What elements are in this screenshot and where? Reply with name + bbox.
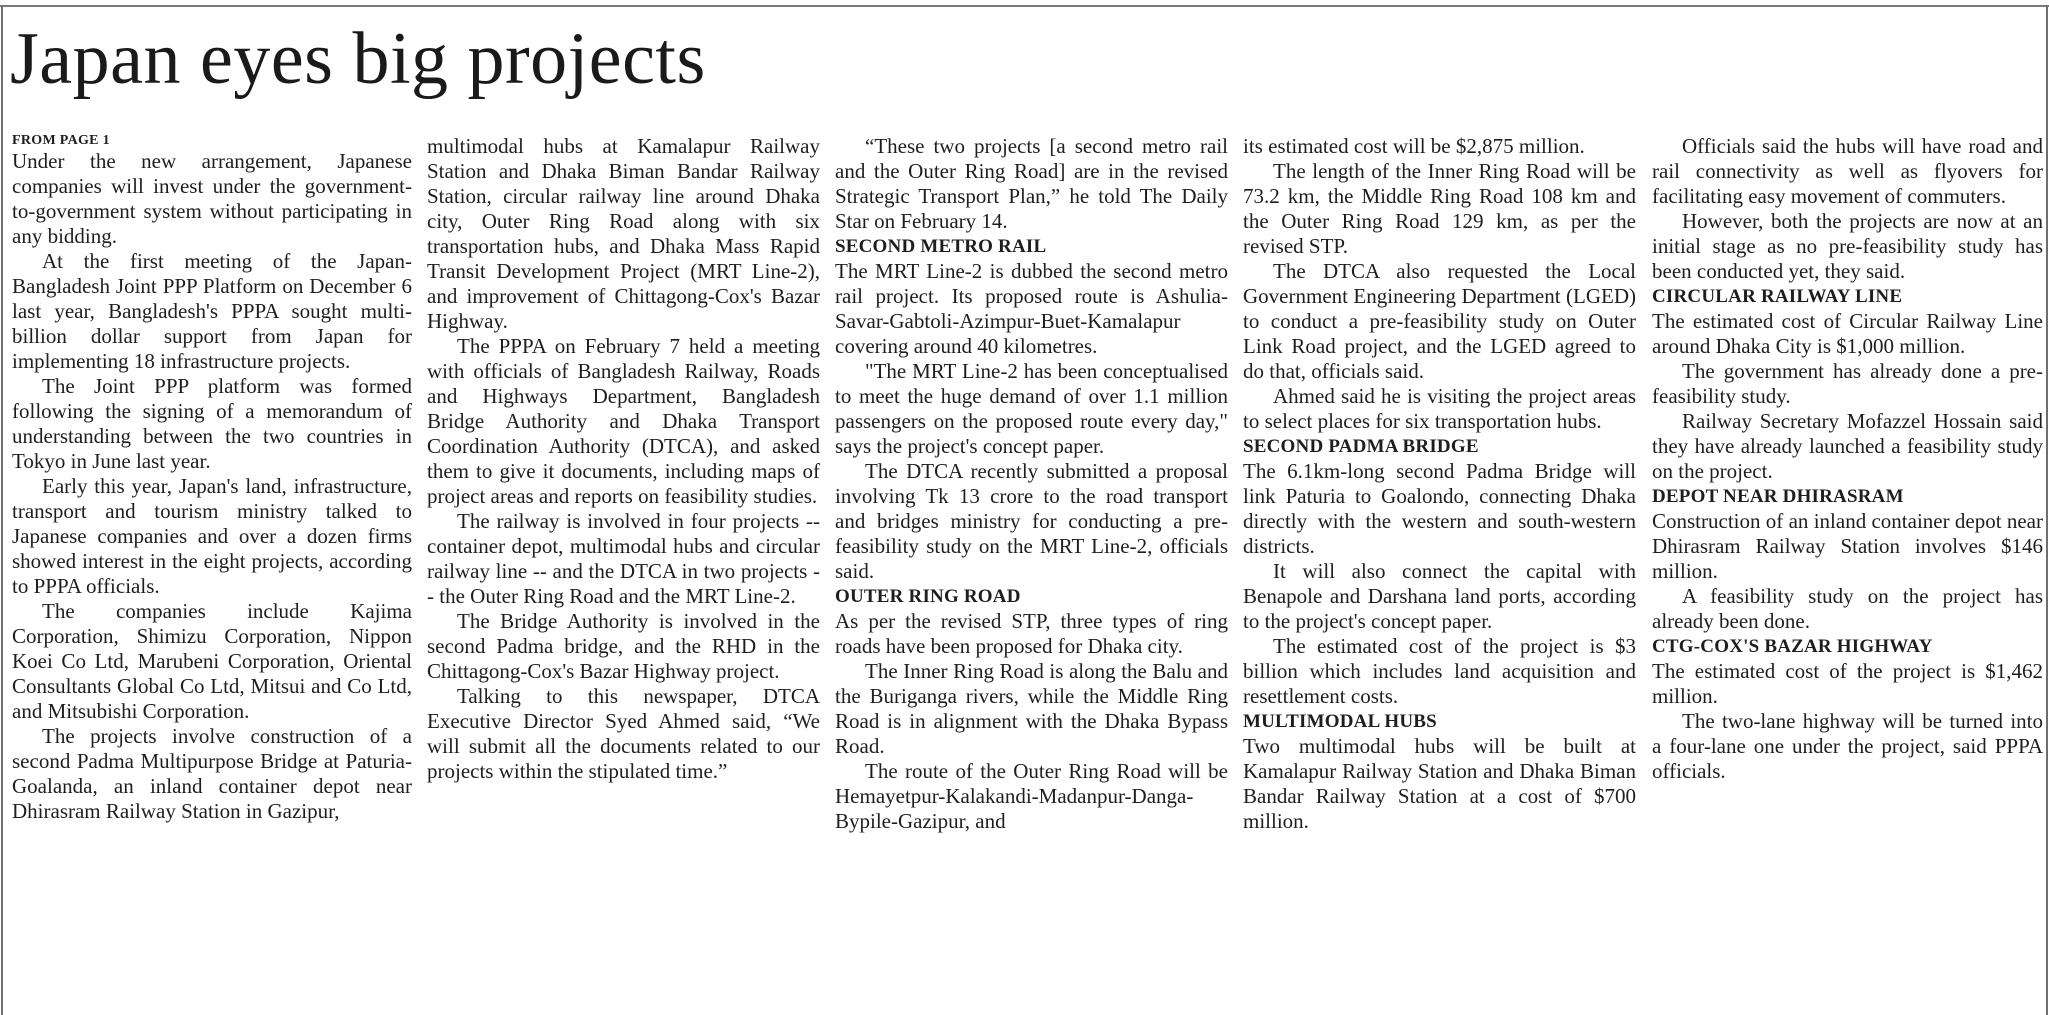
body-paragraph: The Bridge Authority is involved in the second Padma bridge, and the RHD in the Chittagong-Cox's Bazar Highway project. <box>427 609 820 683</box>
article-column-2 <box>427 134 820 1014</box>
section-subhead: MULTIMODAL HUBS <box>1243 711 1437 732</box>
body-paragraph: The estimated cost of the project is $1,462 million. <box>1652 659 2043 708</box>
article-column-1 <box>12 134 412 1014</box>
section-subhead: SECOND METRO RAIL <box>835 236 1047 257</box>
body-paragraph: The companies include Kajima Corporation, Shimizu Corporation, Nippon Koei Co Ltd, Marubeni Corporation, Oriental Consultants Global Co Ltd, Mitsui and Co Ltd, and Mitsubishi Corporation. <box>12 599 412 723</box>
body-paragraph: Early this year, Japan's land, infrastructure, transport and tourism ministry talked to Japanese companies and over a dozen firms showed interest in the eight projects, according to PPPA officials. <box>12 474 412 598</box>
section-subhead: DEPOT NEAR DHIRASRAM <box>1652 486 1904 507</box>
article-column-3 <box>835 134 1228 1014</box>
body-paragraph: Under the new arrangement, Japanese companies will invest under the government-to-government system without participating in any bidding. <box>12 149 412 248</box>
body-paragraph: Officials said the hubs will have road and rail connectivity as well as flyovers for facilitating easy movement of commuters. <box>1652 134 2043 208</box>
top-rule <box>0 5 2049 7</box>
body-paragraph: Ahmed said he is visiting the project areas to select places for six transportation hubs. <box>1243 384 1636 433</box>
body-paragraph: A feasibility study on the project has already been done. <box>1652 584 2043 633</box>
body-paragraph: The Inner Ring Road is along the Balu and the Buriganga rivers, while the Middle Ring Road is in alignment with the Dhaka Bypass Road. <box>835 659 1228 758</box>
body-paragraph: At the first meeting of the Japan-Bangladesh Joint PPP Platform on December 6 last year, Bangladesh's PPPA sought multi-billion dollar support from Japan for implementing 18 infrastructure projects. <box>12 249 412 373</box>
body-paragraph: The MRT Line-2 is dubbed the second metro rail project. Its proposed route is Ashulia-Savar-Gabtoli-Azimpur-Buet-Kamalapur covering around 40 kilometres. <box>835 259 1228 358</box>
body-paragraph: The route of the Outer Ring Road will be Hemayetpur-Kalakandi-Madanpur-Danga-Bypile-Gazipur, and <box>835 759 1228 833</box>
body-paragraph: “These two projects [a second metro rail and the Outer Ring Road] are in the revised Strategic Transport Plan,” he told The Daily Star on February 14. <box>835 134 1228 233</box>
body-paragraph: The estimated cost of Circular Railway Line around Dhaka City is $1,000 million. <box>1652 309 2043 358</box>
body-paragraph: It will also connect the capital with Benapole and Darshana land ports, according to the project's concept paper. <box>1243 559 1636 633</box>
body-paragraph: Talking to this newspaper, DTCA Executive Director Syed Ahmed said, “We will submit all the documents related to our projects within the stipulated time.” <box>427 684 820 783</box>
body-paragraph: "The MRT Line-2 has been conceptualised to meet the huge demand of over 1.1 million passengers on the proposed route every day," says the project's concept paper. <box>835 359 1228 458</box>
body-paragraph: The two-lane highway will be turned into a four-lane one under the project, said PPPA officials. <box>1652 709 2043 783</box>
body-paragraph: multimodal hubs at Kamalapur Railway Station and Dhaka Biman Bandar Railway Station, circular railway line around Dhaka city, Outer Ring Road along with six transportation hubs, and Dhaka Mass Rapid Transit Development Project (MRT Line-2), and improvement of Chittagong-Cox's Bazar Highway. <box>427 134 820 333</box>
section-subhead: SECOND PADMA BRIDGE <box>1243 436 1479 457</box>
section-subhead: OUTER RING ROAD <box>835 586 1021 607</box>
jump-label: FROM PAGE 1 <box>12 134 110 148</box>
body-paragraph: However, both the projects are now at an initial stage as no pre-feasibility study has been conducted yet, they said. <box>1652 209 2043 283</box>
body-paragraph: The estimated cost of the project is $3 billion which includes land acquisition and resettlement costs. <box>1243 634 1636 708</box>
section-subhead: CIRCULAR RAILWAY LINE <box>1652 286 1903 307</box>
right-rule <box>2046 5 2048 1015</box>
body-paragraph: The DTCA recently submitted a proposal involving Tk 13 crore to the road transport and bridges ministry for conducting a pre-feasibility study on the MRT Line-2, officials said. <box>835 459 1228 583</box>
article-headline: Japan eyes big projects <box>10 18 706 100</box>
body-paragraph: The 6.1km-long second Padma Bridge will link Paturia to Goalondo, connecting Dhaka directly with the western and south-western districts. <box>1243 459 1636 558</box>
body-paragraph: The DTCA also requested the Local Government Engineering Department (LGED) to conduct a pre-feasibility study on Outer Link Road project, and the LGED agreed to do that, officials said. <box>1243 259 1636 383</box>
body-paragraph: The length of the Inner Ring Road will be 73.2 km, the Middle Ring Road 108 km and the Outer Ring Road 129 km, as per the revised STP. <box>1243 159 1636 258</box>
body-paragraph: its estimated cost will be $2,875 million. <box>1243 134 1585 158</box>
body-paragraph: Railway Secretary Mofazzel Hossain said they have already launched a feasibility study on the project. <box>1652 409 2043 483</box>
left-rule <box>1 5 3 1015</box>
body-paragraph: Construction of an inland container depot near Dhirasram Railway Station involves $146 million. <box>1652 509 2043 583</box>
body-paragraph: The government has already done a pre-feasibility study. <box>1652 359 2043 408</box>
article-column-4 <box>1243 134 1636 1014</box>
section-subhead: CTG-COX'S BAZAR HIGHWAY <box>1652 636 1933 657</box>
body-paragraph: The projects involve construction of a second Padma Multipurpose Bridge at Paturia-Goalanda, an inland container depot near Dhirasram Railway Station in Gazipur, <box>12 724 412 823</box>
body-paragraph: The Joint PPP platform was formed following the signing of a memorandum of understanding between the two countries in Tokyo in June last year. <box>12 374 412 473</box>
body-paragraph: The railway is involved in four projects -- container depot, multimodal hubs and circular railway line -- and the DTCA in two projects -- the Outer Ring Road and the MRT Line-2. <box>427 509 820 608</box>
article-column-5 <box>1652 134 2043 1014</box>
body-paragraph: Two multimodal hubs will be built at Kamalapur Railway Station and Dhaka Biman Bandar Railway Station at a cost of $700 million. <box>1243 734 1636 833</box>
body-paragraph: The PPPA on February 7 held a meeting with officials of Bangladesh Railway, Roads and Highways Department, Bangladesh Bridge Authority and Dhaka Transport Coordination Authority (DTCA), and asked them to give it documents, including maps of project areas and reports on feasibility studies. <box>427 334 820 508</box>
body-paragraph: As per the revised STP, three types of ring roads have been proposed for Dhaka city. <box>835 609 1228 658</box>
